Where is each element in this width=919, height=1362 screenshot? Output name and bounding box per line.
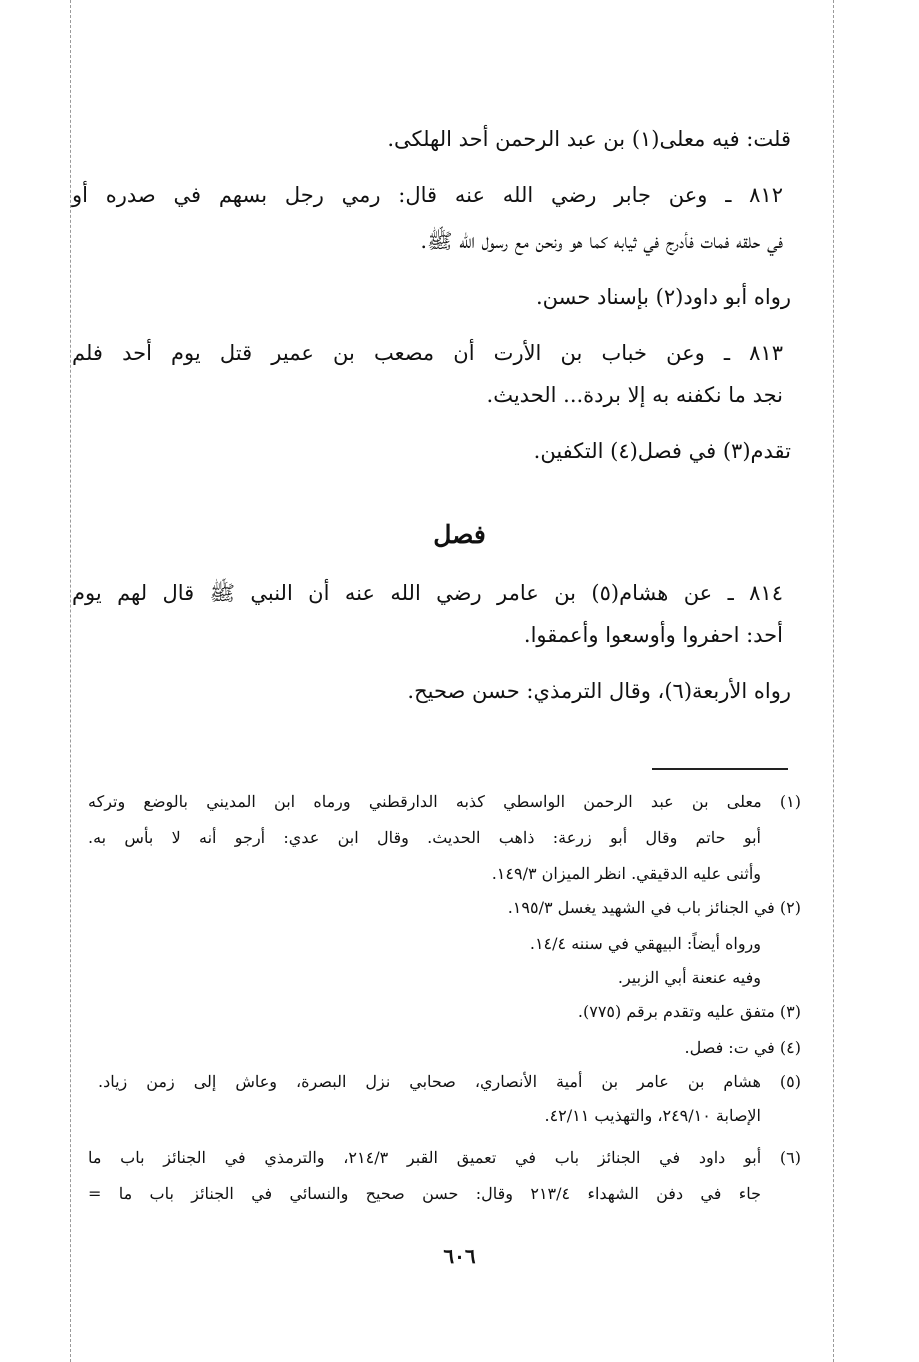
text-line: رواه أبو داود(٢) بإسناد حسن. [535, 285, 791, 309]
text-line: أحد: احفروا وأوسعوا وأعمقوا. [523, 623, 783, 647]
footnote-line: ورواه أيضاً: البيهقي في سننه ١٤/٤. [529, 934, 761, 953]
text-line: قلت: فيه معلى(١) بن عبد الرحمن أحد الهلكى. [387, 127, 791, 151]
footnote-line: (٢) في الجنائز باب في الشهيد يغسل ١٩٥/٣. [507, 898, 801, 917]
footnote-line: (٣) متفق عليه وتقدم برقم (٧٧٥). [577, 1002, 801, 1021]
footnote-line: أبو حاتم وقال أبو زرعة: ذاهب الحديث. وقال ابن عدي: أرجو أنه لا بأس به. [88, 828, 761, 847]
left-margin-guide [70, 0, 71, 1362]
footnote-line: وفيه عنعنة أبي الزبير. [617, 968, 761, 987]
footnote-line: وأثنى عليه الدقيقي. انظر الميزان ١٤٩/٣. [491, 864, 761, 883]
footnote-line: (٦) أبو داود في الجنائز باب في تعميق القبر ٢١٤/٣، والترمذي في الجنائز باب ما [88, 1148, 801, 1167]
footnote-line: الإصابة ٢٤٩/١٠، والتهذيب ٤٢/١١. [544, 1106, 761, 1125]
right-margin-guide [833, 0, 834, 1362]
text-line: ٨١٣ ـ وعن خباب بن الأرت أن مصعب بن عمير قتل يوم أحد فلم [72, 341, 783, 365]
footnote-line: (٤) في ت: فصل. [684, 1038, 801, 1057]
text-line: في حلقه فمات فأدرج في ثيابه كما هو ونحن مع رسول الله ﷺ. [420, 229, 783, 253]
page-number: ٦٠٦ [443, 1244, 476, 1268]
footnote-separator [652, 768, 788, 770]
footnote-line: (٥) هشام بن عامر بن أمية الأنصاري، صحابي نزل البصرة، وعاش إلى زمن زياد. [98, 1072, 801, 1091]
text-line: ٨١٤ ـ عن هشام(٥) بن عامر رضي الله عنه أن النبي ﷺ قال لهم يوم [72, 581, 783, 605]
text-line: ٨١٢ ـ وعن جابر رضي الله عنه قال: رمي رجل بسهم في صدره أو [72, 183, 783, 207]
section-heading: فصل [433, 520, 486, 549]
text-line: نجد ما نكفنه به إلا بردة... الحديث. [486, 383, 783, 407]
text-line: رواه الأربعة(٦)، وقال الترمذي: حسن صحيح. [407, 679, 791, 703]
footnote-line: جاء في دفن الشهداء ٢١٣/٤ وقال: حسن صحيح والنسائي في الجنائز باب ما = [88, 1184, 762, 1203]
text-line: تقدم(٣) في فصل(٤) التكفين. [533, 439, 791, 463]
footnote-line: (١) معلى بن عبد الرحمن الواسطي كذبه الدارقطني ورماه ابن المديني بالوضع وتركه [88, 792, 801, 811]
